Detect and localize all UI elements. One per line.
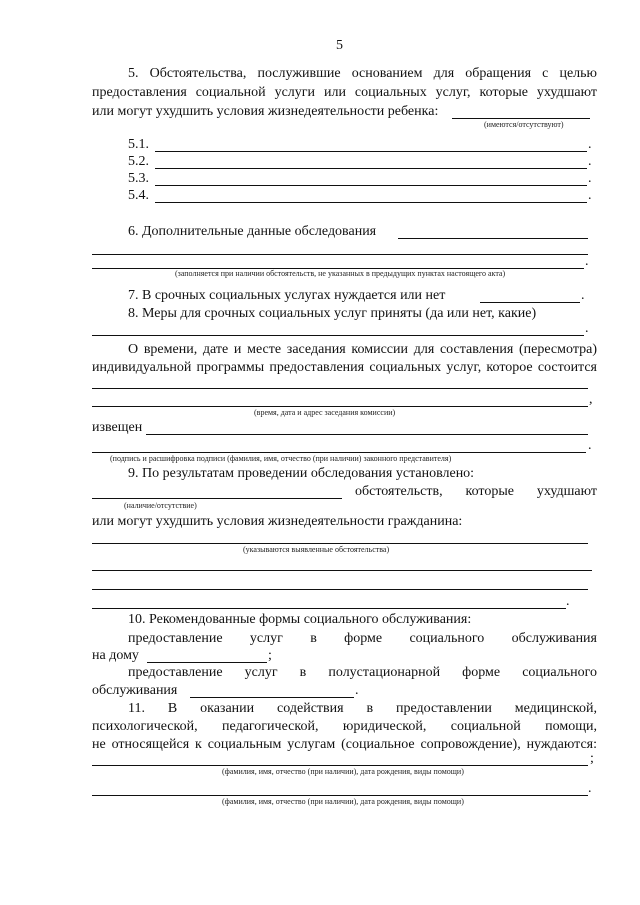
s11-note2: (фамилия, имя, отчество (при наличии), дата рождения, виды помощи) — [222, 797, 464, 806]
s5-item-2-end: . — [588, 154, 592, 169]
commission-line2: индивидуальной программы предоставления социальных услуг, которое состоится — [92, 360, 597, 375]
s9-line2: обстоятельств, которые ухудшают — [355, 484, 597, 499]
s10-home-line1: предоставление услуг в форме социального обслуживания — [128, 631, 597, 646]
s9-line-d — [92, 608, 566, 609]
s5-item-3-end: . — [588, 171, 592, 186]
s11-answer-line-1 — [92, 765, 588, 766]
s8-line — [92, 335, 584, 336]
s7-label: 7. В срочных социальных услугах нуждается или нет — [128, 288, 446, 303]
s11-line3: не относящейся к социальным услугам (социальное сопровождение), нуждаются: — [92, 737, 597, 752]
s10-semi-answer-line — [190, 697, 354, 698]
s5-answer-line — [452, 118, 590, 119]
s5-item-2: 5.2. — [128, 154, 149, 169]
s5-item-3: 5.3. — [128, 171, 149, 186]
s5-item-4-end: . — [588, 188, 592, 203]
s10-home-answer-line — [147, 662, 267, 663]
s10-label: 10. Рекомендованные формы социального обслуживания: — [128, 612, 472, 627]
s9-line1: 9. По результатам проведении обследования установлено: — [128, 466, 475, 481]
s5-line1: 5. Обстоятельства, послужившие основанием для обращения с целью — [128, 66, 597, 81]
commission-end: . — [588, 438, 592, 453]
s9-line-b — [92, 570, 592, 571]
s8-label: 8. Меры для срочных социальных услуг приняты (да или нет, какие) — [128, 306, 537, 321]
s5-item-1-line — [155, 151, 587, 152]
s5-item-1-end: . — [588, 137, 592, 152]
s10-semi-line2: обслуживания — [92, 683, 178, 698]
commission-line-b — [92, 406, 588, 407]
commission-notified-line-2 — [92, 452, 586, 453]
s11-line1: 11. В оказании содействия в предоставлении медицинской, — [128, 701, 597, 716]
s9-line-a — [92, 543, 588, 544]
s7-line — [480, 302, 580, 303]
s5-note: (имеются/отсутствуют) — [484, 120, 564, 129]
s10-home-end: ; — [268, 648, 272, 663]
s10-semi-end: . — [355, 683, 359, 698]
commission-note2: (подпись и расшифровка подписи (фамилия, имя, отчество (при наличии) законного представителя) — [110, 454, 452, 463]
commission-line-a — [92, 388, 588, 389]
s9-end: . — [566, 594, 570, 609]
s10-home-line2: на дому — [92, 648, 139, 663]
page-number: 5 — [336, 38, 343, 53]
s11-note1: (фамилия, имя, отчество (при наличии), дата рождения, виды помощи) — [222, 767, 464, 776]
s9-note2: (указываются выявленные обстоятельства) — [243, 545, 390, 554]
s10-semi-line1: предоставление услуг в полустационарной форме социального — [128, 665, 597, 680]
commission-notified: извещен — [92, 420, 143, 435]
s9-line3: или могут ухудшить условия жизнедеятельности гражданина: — [92, 514, 463, 529]
s7-end: . — [581, 288, 585, 303]
s6-line-1 — [398, 238, 588, 239]
commission-comma: , — [589, 392, 593, 407]
s11-answer-line-2 — [92, 795, 588, 796]
commission-note: (время, дата и адрес заседания комиссии) — [254, 408, 396, 417]
s5-item-3-line — [155, 185, 587, 186]
s5-item-1: 5.1. — [128, 137, 149, 152]
s6-line-2 — [92, 254, 588, 255]
s6-end: . — [585, 254, 589, 269]
s5-item-2-line — [155, 168, 587, 169]
s11-end2: . — [588, 781, 592, 796]
s6-note: (заполняется при наличии обстоятельств, не указанных в предыдущих пунктах настоящего акта) — [175, 269, 506, 278]
s8-end: . — [585, 321, 589, 336]
commission-line1: О времени, дате и месте заседания комиссии для составления (пересмотра) — [128, 342, 597, 357]
commission-notified-line — [146, 434, 588, 435]
s5-item-4-line — [155, 202, 587, 203]
s11-end1: ; — [590, 751, 594, 766]
s6-label: 6. Дополнительные данные обследования — [128, 224, 377, 239]
s9-presence-line — [92, 498, 342, 499]
s9-note: (наличие/отсутствие) — [124, 501, 197, 510]
s9-line-c — [92, 589, 588, 590]
s11-line2: психологической, педагогической, юридической, социальной помощи, — [92, 719, 597, 734]
s5-item-4: 5.4. — [128, 188, 149, 203]
s5-line3: или могут ухудшить условия жизнедеятельности ребенка: — [92, 104, 439, 119]
s5-line2: предоставления социальной услуги или социальных услуг, которые ухудшают — [92, 85, 597, 100]
